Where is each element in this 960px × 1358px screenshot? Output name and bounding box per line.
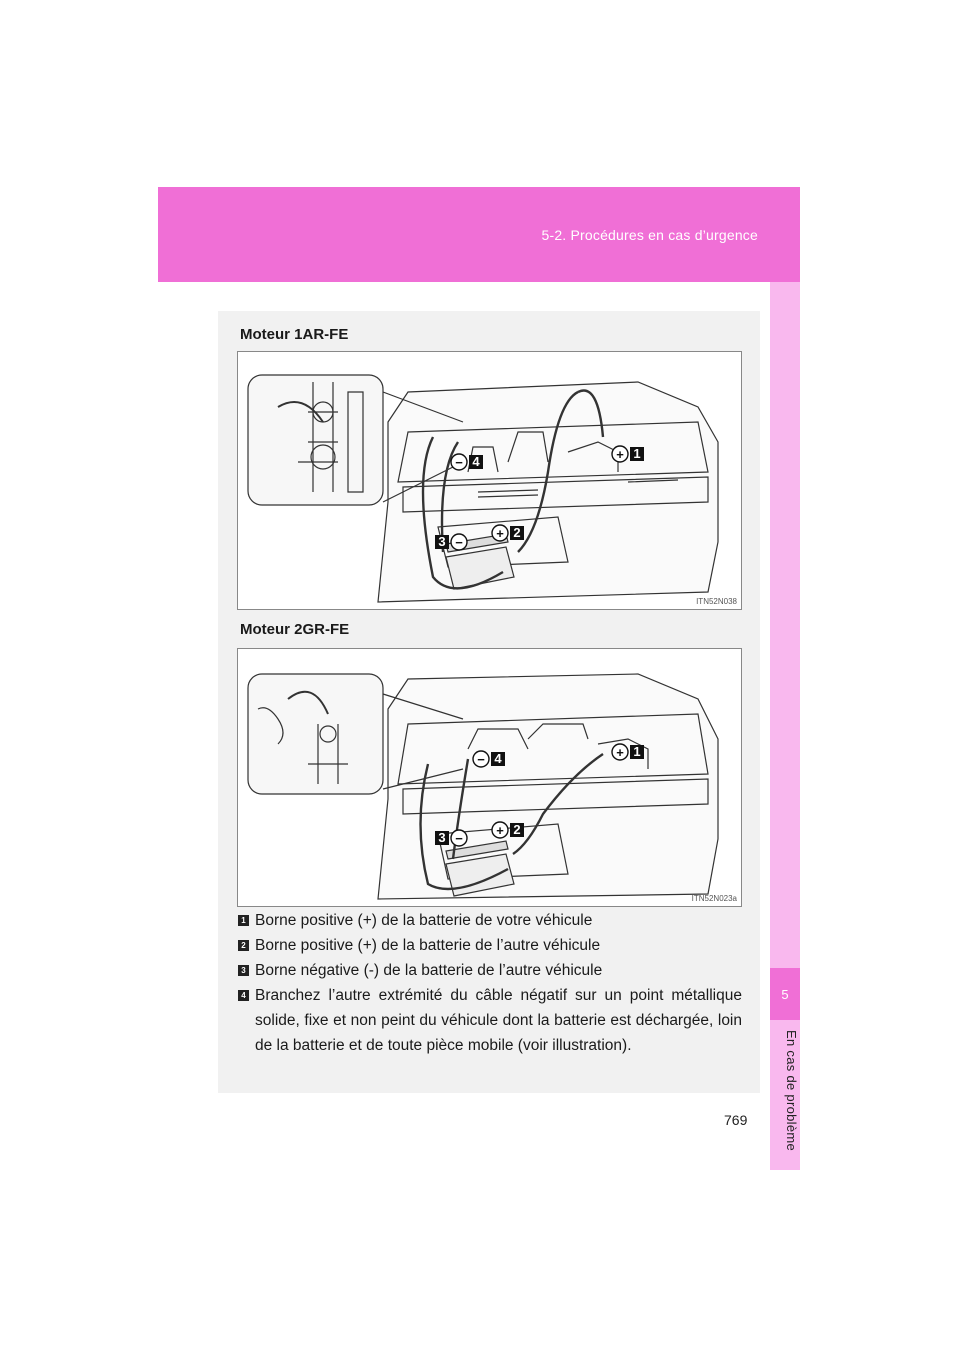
figure-2-heading: Moteur 2GR-FE [240,621,350,638]
callout-3-fig2: 3 [438,830,446,845]
figure-1-illustration [237,351,742,610]
legend-item-2 [238,933,742,958]
callout-1-fig2: 1 [633,744,641,759]
figure-2-illustration [237,648,742,907]
callout-1-fig1: 1 [633,446,641,461]
legend-number-1: 1 [238,915,249,926]
legend-item-4 [238,983,742,1058]
callout-2-fig2: 2 [513,822,521,837]
callout-2-fig1: 2 [513,525,521,540]
plus-sign-2: + [496,526,504,541]
legend-text-2: Borne positive (+) de la batterie de l’autre véhicule [255,937,601,954]
legend-text-1: Borne positive (+) de la batterie de votre véhicule [255,912,593,929]
figure-1-code: ITN52N038 [696,597,737,606]
minus-sign-4: − [455,455,463,470]
chapter-number: 5 [770,968,800,1020]
legend-number-4: 4 [238,990,249,1001]
minus-sign-4: − [477,752,485,767]
section-title: 5-2. Procédures en cas d’urgence [541,227,758,243]
figure-2-code: ITN52N023a [691,894,737,903]
legend-text-3: Borne négative (-) de la batterie de l’autre véhicule [255,962,603,979]
chapter-header-band [158,187,800,282]
page-number: 769 [724,1112,748,1128]
plus-sign-1: + [616,447,624,462]
callout-4-fig2: 4 [494,751,502,766]
plus-sign-2: + [496,823,504,838]
figure-1-heading: Moteur 1AR-FE [240,326,349,343]
legend-item-1 [238,908,742,933]
legend-text-4: Branchez l’autre extrémité du câble négatif sur un point métallique solide, fixe et non peint du véhicule dont la batterie est déchargée, loin de la batterie et de toute pièce mobile (voir illustration). [255,987,742,1054]
callout-legend [238,908,742,1058]
engine-diagram-2 [238,649,741,906]
callout-3-fig1: 3 [438,534,446,549]
minus-sign-3: − [455,831,463,846]
chapter-title: En cas de problème [784,1030,799,1152]
plus-sign-1: + [616,745,624,760]
minus-sign-3: − [455,535,463,550]
callout-4-fig1: 4 [472,454,480,469]
legend-number-3: 3 [238,965,249,976]
engine-diagram-1 [238,352,741,609]
legend-number-2: 2 [238,940,249,951]
legend-item-3 [238,958,742,983]
